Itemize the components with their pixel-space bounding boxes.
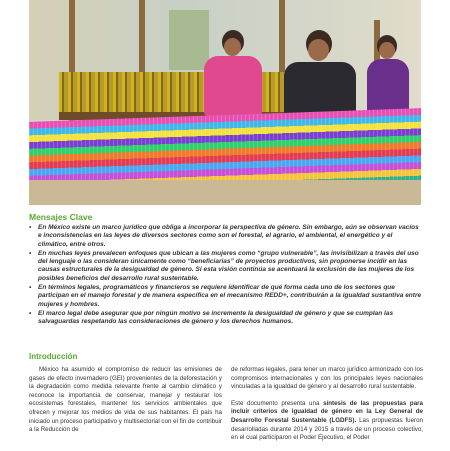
key-messages-list (29, 224, 423, 328)
key-message-item: • En México existe un marco jurídico que obliga a incorporar la perspectiva de género. Sin embargo, aún se observan vacíos e inconsistencias en las leyes de diversos sectores como son el forestal, el agrario, el ambiental, el energético y el climático, entre otros. (29, 224, 423, 249)
intro-paragraph: México ha asumido el compromiso de reducir las emisiones de gases de efecto invernadero (GEI) provenientes de la deforestación y la degradación como medida relevante frente al cambio climático y reconoce la importancia de conservar, manejar y restaurar los ecosistemas forestales, mantener los servicios ambientales que ofrecen y mejorar los medios de vida de sus habitantes. El país ha iniciado un proceso participativo y multisectorial con el fin de contribuir a la Reducción de (29, 366, 222, 434)
weavers-photo (29, 0, 421, 205)
introduction-title: Introducción (29, 352, 78, 361)
key-messages-title: Mensajes Clave (29, 212, 93, 222)
bold-phrase: síntesis de las propuestas para incluir criterios de igualdad de género en la Ley General de Desarrollo Forestal Sustentable (LGDFS). (231, 399, 423, 424)
key-message-item: • En términos legales, programáticos y financieros se requiere identificar de qué forma cada uno de los sectores que participan en el manejo forestal y de manera específica en el mecanismo REDD+, contribuirán a la igualdad sustantiva entre mujeres y hombres. (29, 284, 423, 309)
key-message-item: • El marco legal debe asegurar que por ningún motivo se incremente la desigualdad de género y que se cumplan las salvaguardas respetando las consideraciones de género y los derechos humanos. (29, 310, 423, 327)
intro-left-column (29, 366, 222, 443)
intro-paragraph: de reformas legales, para tener un marco jurídico armonizado con los compromisos internacionales y con los principales leyes nacionales vinculadas a la igualdad de género y al desarrollo rural sustentable. (231, 366, 423, 391)
key-message-item: • En muchas leyes prevalecen enfoques que ubican a las mujeres como “grupo vulnerable”, las invisibilizan a través del uso del lenguaje o las consideran únicamente como “beneficiarias” de proyectos productivos, sin proponerse incidir en las causas estructurales de la desigualdad de género. Si esta visión continúa se acentuará la exclusión de las mujeres de los posibles beneficios del desarrollo rural sustentable. (29, 250, 423, 283)
intro-right-column (231, 366, 423, 451)
intro-paragraph: Este documento presenta una síntesis de las propuestas para incluir criterios de igualdad de género en la Ley General de Desarrollo Forestal Sustentable (LGDFS). Las propuestas fueron desarrolladas durante 2014 y 2015 a través de un proceso colectivo, en el cual participaron el Poder Ejecutivo, el Poder (231, 399, 423, 442)
